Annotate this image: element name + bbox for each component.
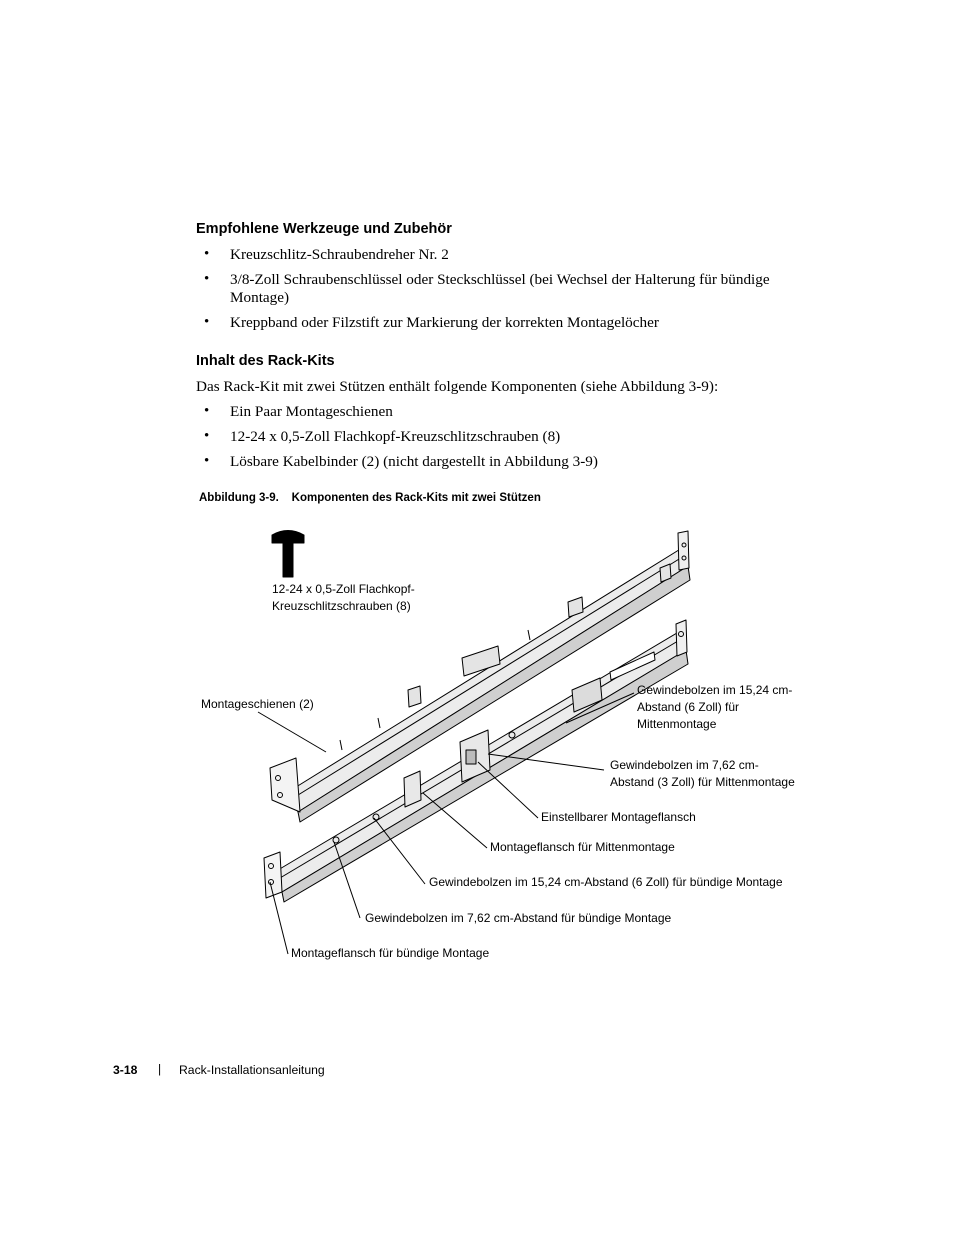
label-bolt6-flush: Gewindebolzen im 15,24 cm-Abstand (6 Zoll) für bündige Montage [429,875,783,889]
label-line: Abstand (3 Zoll) für Mittenmontage [610,775,795,789]
label-line: Abstand (6 Zoll) für [637,700,740,714]
list-item: 3/8-Zoll Schraubenschlüssel oder Steckschlüssel (bei Wechsel der Halterung für bündige Montage) [230,271,770,306]
label-bolt3-flush: Gewindebolzen im 7,62 cm-Abstand für bündige Montage [365,911,672,925]
label-flush-flange: Montageflansch für bündige Montage [291,946,490,960]
list-item: Ein Paar Montageschienen [230,403,393,420]
list-item: Lösbare Kabelbinder (2) (nicht dargestellt in Abbildung 3-9) [230,453,598,470]
list-item: 12-24 x 0,5-Zoll Flachkopf-Kreuzschlitzschrauben (8) [230,428,561,445]
list-item: Kreppband oder Filzstift zur Markierung der korrekten Montagelöcher [230,314,659,331]
label-rails: Montageschienen (2) [201,697,314,711]
section-heading-rack-kit: Inhalt des Rack-Kits [196,353,335,369]
bullet-icon: • [204,453,210,469]
section-heading-tools: Empfohlene Werkzeuge und Zubehör [196,221,452,237]
label-screws [272,581,415,615]
label-line: Mittenmontage [637,717,717,731]
figure-number: Abbildung 3-9. [199,492,279,504]
page-number: 3-18 [113,1063,138,1077]
label-line: Gewindebolzen im 7,62 cm- [610,758,759,772]
bullet-icon: • [204,403,210,419]
label-center-flange: Montageflansch für Mittenmontage [490,840,675,854]
bullet-icon: • [204,271,210,287]
intro-paragraph: Das Rack-Kit mit zwei Stützen enthält folgende Komponenten (siehe Abbildung 3-9): [196,378,719,395]
label-adjustable-flange: Einstellbarer Montageflansch [541,810,696,824]
list-item: Kreuzschlitz-Schraubendreher Nr. 2 [230,246,449,263]
bullet-icon: • [204,246,210,262]
footer-separator: | [158,1062,162,1076]
screw-icon [272,531,304,578]
bullet-icon: • [204,428,210,444]
label-bolt3-center [610,757,795,791]
footer-title: Rack-Installationsanleitung [179,1063,325,1077]
label-line: Kreuzschlitzschrauben (8) [272,599,411,613]
label-line: 12-24 x 0,5-Zoll Flachkopf- [272,582,415,596]
label-bolt6-center [637,682,792,733]
label-line: Gewindebolzen im 15,24 cm- [637,683,793,697]
bullet-icon: • [204,314,210,330]
figure-title: Komponenten des Rack-Kits mit zwei Stützen [291,492,541,504]
